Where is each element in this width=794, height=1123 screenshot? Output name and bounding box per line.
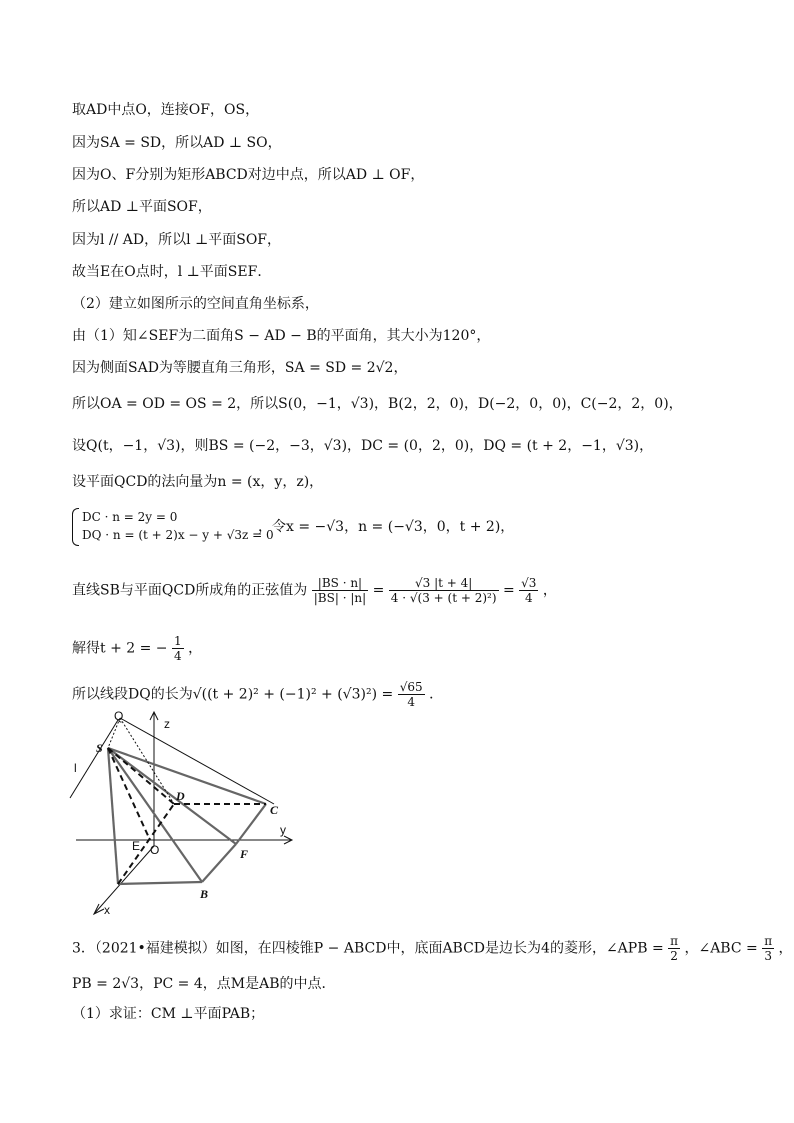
sine-line bbox=[72, 576, 557, 605]
problem-3-text-a: 3．（2021•福建模拟）如图，在四棱锥P − ABCD中，底面ABCD是边长为4的菱形，∠APB = bbox=[72, 940, 664, 957]
equation-2: DQ · n = (t + 2)x − y + √3z = 0 bbox=[82, 528, 274, 542]
fraction-numerator: π bbox=[670, 934, 679, 948]
text-line-2: 因为SA = SD，所以AD ⊥ SO， bbox=[72, 135, 282, 151]
equation-system bbox=[72, 508, 274, 544]
fraction-denominator: |BS| · |n| bbox=[313, 591, 367, 605]
problem-3-text-b: ，∠ABC = bbox=[684, 940, 758, 957]
text-line-8: 由（1）知∠SEF为二面角S − AD − B的平面角，其大小为120°， bbox=[72, 328, 491, 344]
edge-sf bbox=[108, 748, 236, 844]
text-line-1: 取AD中点O，连接OF，OS， bbox=[72, 102, 260, 118]
fraction-numerator: 1 bbox=[173, 634, 182, 648]
edge-fc bbox=[236, 804, 266, 844]
text-line-4: 所以AD ⊥平面SOF， bbox=[72, 199, 212, 215]
label-z: z bbox=[164, 717, 170, 731]
equals-sign: = bbox=[372, 582, 385, 599]
fraction-numerator: √3 bbox=[521, 576, 537, 590]
problem-3-line-2: PB = 2√3，PC = 4，点M是AB的中点． bbox=[72, 976, 336, 992]
label-y: y bbox=[280, 823, 286, 837]
label-q: Q bbox=[114, 709, 124, 723]
fraction-numerator: √65 bbox=[399, 680, 423, 694]
fraction-denominator: 3 bbox=[764, 949, 772, 963]
length-prefix: 所以线段DQ的长为√((t + 2)² + (−1)² + (√3)²) = bbox=[72, 686, 394, 703]
label-c: C bbox=[270, 803, 279, 817]
edge-sb bbox=[108, 748, 202, 882]
length-line bbox=[72, 680, 443, 709]
text-line-10: 所以OA = OD = OS = 2，所以S(0，−1，√3)，B(2，2，0)，D(−2，0，0)，C(−2，2，0)， bbox=[72, 396, 683, 412]
text-line-12: 设平面QCD的法向量为n = (x，y，z)， bbox=[72, 474, 324, 490]
solve-prefix: 解得t + 2 = − bbox=[72, 640, 168, 657]
text-line-9: 因为侧面SAD为等腰直角三角形，SA = SD = 2√2， bbox=[72, 360, 408, 376]
problem-3-line-1 bbox=[72, 934, 793, 963]
sine-prefix: 直线SB与平面QCD所成角的正弦值为 bbox=[72, 582, 308, 599]
fraction-denominator: 4 · √(3 + (t + 2)²) bbox=[390, 591, 497, 605]
sine-fraction-2 bbox=[389, 576, 499, 605]
edge-ad bbox=[118, 804, 174, 884]
x-axis bbox=[94, 846, 154, 914]
fraction-numerator: |BS · n| bbox=[312, 576, 368, 591]
normal-vector-line: ，令x = −√3，n = (−√3，0，t + 2)， bbox=[258, 519, 515, 535]
text-line-11: 设Q(t，−1，√3)，则BS = (−2，−3，√3)，DC = (0，2，0)，DQ = (t + 2，−1，√3)， bbox=[72, 438, 654, 454]
problem-3-line-3: （1）求证：CM ⊥平面PAB； bbox=[72, 1006, 265, 1022]
label-x: x bbox=[104, 903, 110, 917]
sine-suffix: ， bbox=[542, 582, 557, 599]
equation-1: DC · n = 2y = 0 bbox=[82, 510, 178, 524]
label-e: E bbox=[132, 839, 141, 853]
solve-line bbox=[72, 634, 202, 663]
fraction-denominator: 2 bbox=[670, 949, 678, 963]
apb-fraction bbox=[668, 934, 680, 963]
fraction-denominator: 4 bbox=[173, 649, 182, 663]
text-line-5: 因为l // AD，所以l ⊥平面SOF， bbox=[72, 232, 282, 248]
fraction-numerator: π bbox=[764, 934, 773, 948]
label-l: l bbox=[74, 761, 77, 775]
fraction-denominator: 4 bbox=[524, 591, 533, 605]
sine-fraction-1 bbox=[312, 576, 368, 605]
abc-fraction bbox=[762, 934, 774, 963]
edge-sc bbox=[108, 748, 266, 804]
text-line-7: （2）建立如图所示的空间直角坐标系， bbox=[72, 296, 319, 312]
length-fraction bbox=[398, 680, 425, 709]
problem-3-text-c: ， bbox=[778, 940, 793, 957]
solve-fraction bbox=[172, 634, 184, 663]
label-d: D bbox=[176, 789, 185, 803]
sine-fraction-3 bbox=[519, 576, 538, 605]
label-o: O bbox=[150, 843, 160, 857]
fraction-numerator: √3 |t + 4| bbox=[389, 576, 499, 591]
text-line-3: 因为O、F分别为矩形ABCD对边中点，所以AD ⊥ OF， bbox=[72, 167, 425, 183]
edge-bf bbox=[202, 844, 236, 882]
label-s: S bbox=[96, 741, 103, 755]
text-line-6: 故当E在O点时，l ⊥平面SEF． bbox=[72, 264, 272, 280]
length-suffix: ． bbox=[429, 686, 444, 703]
label-f: F bbox=[240, 847, 249, 861]
label-b: B bbox=[200, 887, 209, 901]
edge-ab bbox=[118, 882, 202, 884]
equals-sign: = bbox=[502, 582, 515, 599]
fraction-denominator: 4 bbox=[407, 695, 415, 709]
solve-suffix: ， bbox=[188, 640, 203, 657]
pyramid-figure bbox=[66, 708, 306, 918]
